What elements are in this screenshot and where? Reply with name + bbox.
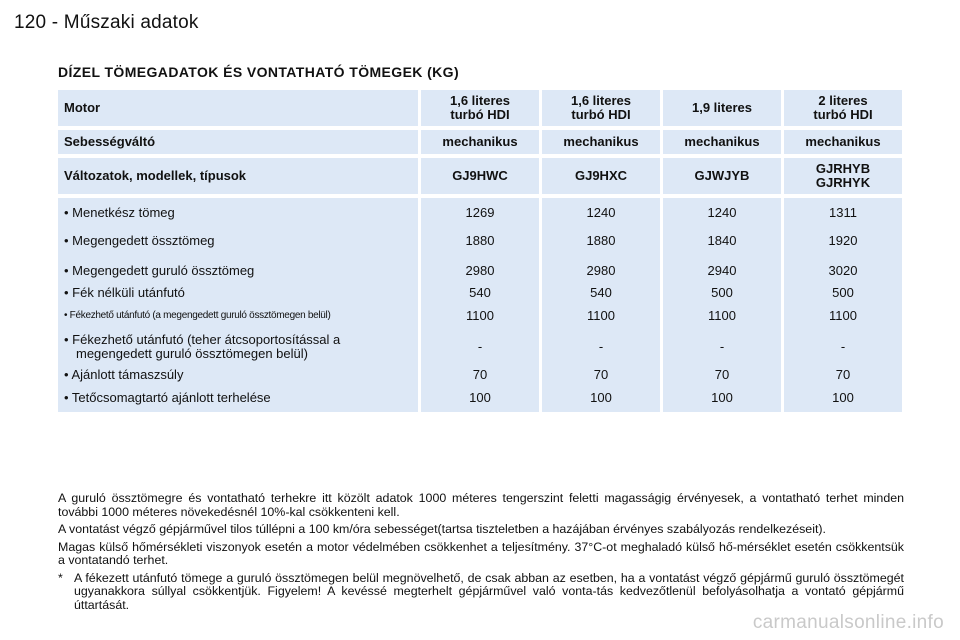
table-header-row — [58, 130, 904, 154]
row-value: 70 — [714, 367, 730, 382]
footnote — [58, 572, 904, 613]
row-value: 1880 — [465, 233, 495, 248]
row-label-line: • Fékezhető utánfutó (a megengedett guruló össztömegen belül) — [64, 310, 331, 321]
row-label — [58, 368, 418, 382]
header-cell-line: GJWJYB — [694, 168, 750, 183]
header-cell-line: GJRHYK — [815, 175, 871, 190]
row-value: 1269 — [465, 205, 495, 220]
header-cell-line: 1,9 literes — [692, 100, 752, 115]
header-cell — [542, 90, 660, 126]
row-label-line: • Megengedett guruló össztömeg — [64, 263, 255, 278]
row-value: 70 — [472, 367, 488, 382]
header-cell — [784, 158, 902, 194]
header-cell-line: 1,6 literes — [450, 93, 510, 108]
row-value: - — [598, 339, 604, 354]
row-value: 1920 — [828, 233, 858, 248]
row-value: 1240 — [586, 205, 616, 220]
value-column — [784, 198, 902, 412]
header-cell — [421, 130, 539, 154]
row-label — [58, 309, 418, 323]
row-label-line: • Ajánlott támaszsúly — [64, 367, 184, 382]
header-cell — [542, 158, 660, 194]
header-cell — [542, 130, 660, 154]
row-value: 70 — [835, 367, 851, 382]
value-column — [421, 198, 539, 412]
row-value: 1240 — [707, 205, 737, 220]
row-label-line: • Tetőcsomagtartó ajánlott terhelése — [64, 390, 271, 405]
value-column — [542, 198, 660, 412]
row-value: 1100 — [587, 308, 615, 323]
note-paragraph-1: A guruló össztömegre és vontatható terhekre itt közölt adatok 1000 méteres tengerszint feletti magasságig érvényesek, a vontatható terhet minden további 1000 méteres növekedésnél 10%-kal csökkenteni kell. — [58, 491, 904, 519]
header-cell-line: GJ9HWC — [452, 168, 508, 183]
row-value: 2980 — [465, 263, 495, 278]
table-header-row — [58, 158, 904, 194]
header-cell — [663, 90, 781, 126]
row-label-line: • Fék nélküli utánfutó — [64, 285, 185, 300]
row-value: - — [840, 339, 846, 354]
page-header: 120 - Műszaki adatok — [14, 12, 199, 33]
note-paragraph-2: A vontatást végző gépjárművel tilos túllépni a 100 km/óra sebességet(tartsa tiszteletben a hazájában érvényes szabályozás rendelkezéseit). — [58, 522, 826, 536]
header-cell-line: mechanikus — [563, 134, 639, 149]
row-value: 500 — [711, 285, 733, 300]
notes — [58, 492, 904, 612]
row-value: 70 — [593, 367, 609, 382]
header-label: Sebességváltó — [58, 130, 418, 154]
header-cell-line: GJRHYB — [815, 161, 871, 176]
footnote-text: A fékezett utánfutó tömege a guruló össztömegen belül megnövelhető, de csak abban az esetben, ha a vontatást végző gépjármű guruló össztömegét ugyanakkora súllyal csökkentjük. Figyelem! A kevéssé megterhelt gépjárművel való vonta-tás kedvezőtlenül befolyásolhatja a vontató gépjármű úttartását. — [74, 570, 904, 612]
header-cell — [421, 90, 539, 126]
weights-table — [58, 90, 904, 412]
row-label — [58, 333, 418, 361]
header-label: Motor — [58, 90, 418, 126]
row-value: 1880 — [586, 233, 616, 248]
header-cell — [663, 158, 781, 194]
header-cell-line: mechanikus — [684, 134, 760, 149]
row-label-line: • Menetkész tömeg — [64, 205, 175, 220]
header-cell-line: GJ9HXC — [574, 168, 628, 183]
header-cell-line: mechanikus — [442, 134, 518, 149]
row-value: 2980 — [586, 263, 616, 278]
row-value: 2940 — [707, 263, 737, 278]
value-column — [663, 198, 781, 412]
header-label: Változatok, modellek, típusok — [58, 158, 418, 194]
row-value: 1100 — [829, 308, 857, 323]
row-value: 100 — [832, 390, 854, 405]
row-label — [58, 264, 418, 278]
row-value: 1100 — [708, 308, 736, 323]
row-value: 100 — [590, 390, 612, 405]
row-value: 540 — [469, 285, 491, 300]
row-value: 540 — [590, 285, 612, 300]
header-cell — [784, 130, 902, 154]
header-cell-line: 1,6 literes — [571, 93, 631, 108]
row-label-line: megengedett guruló össztömegen belül) — [76, 346, 308, 361]
header-cell-line: turbó HDI — [450, 107, 510, 122]
table-header-row — [58, 90, 904, 126]
label-column — [58, 198, 418, 412]
row-value: - — [719, 339, 725, 354]
section-title: DÍZEL TÖMEGADATOK ÉS VONTATHATÓ TÖMEGEK (KG) — [58, 64, 460, 80]
row-value: 1311 — [829, 205, 857, 220]
footnote-mark: * — [58, 570, 63, 585]
header-cell-line: turbó HDI — [571, 107, 631, 122]
row-value: 1840 — [707, 233, 737, 248]
header-cell-line: mechanikus — [805, 134, 881, 149]
row-value: 3020 — [828, 263, 858, 278]
header-cell — [421, 158, 539, 194]
row-value: 100 — [711, 390, 733, 405]
row-value: 100 — [469, 390, 491, 405]
row-label — [58, 234, 418, 248]
header-cell — [663, 130, 781, 154]
row-value: 1100 — [466, 308, 494, 323]
row-value: 500 — [832, 285, 854, 300]
watermark: carmanualsonline.info — [752, 612, 944, 633]
header-cell-line: 2 literes — [818, 93, 868, 108]
row-label — [58, 206, 418, 220]
note-paragraph-3: Magas külső hőmérsékleti viszonyok esetén a motor védelmében csökkenhet a teljesítmény. 37°C-ot meghaladó külső hő-mérséklet esetén csökkentsük a vontatandó terhet. — [58, 539, 904, 567]
header-cell — [784, 90, 902, 126]
header-cell-line: turbó HDI — [813, 107, 873, 122]
row-label — [58, 286, 418, 300]
row-value: - — [477, 339, 483, 354]
row-label — [58, 391, 418, 405]
row-label-line: • Megengedett össztömeg — [64, 233, 215, 248]
row-label-line: • Fékezhető utánfutó (teher átcsoportosítással a — [64, 332, 341, 347]
table-data-block — [58, 198, 904, 412]
